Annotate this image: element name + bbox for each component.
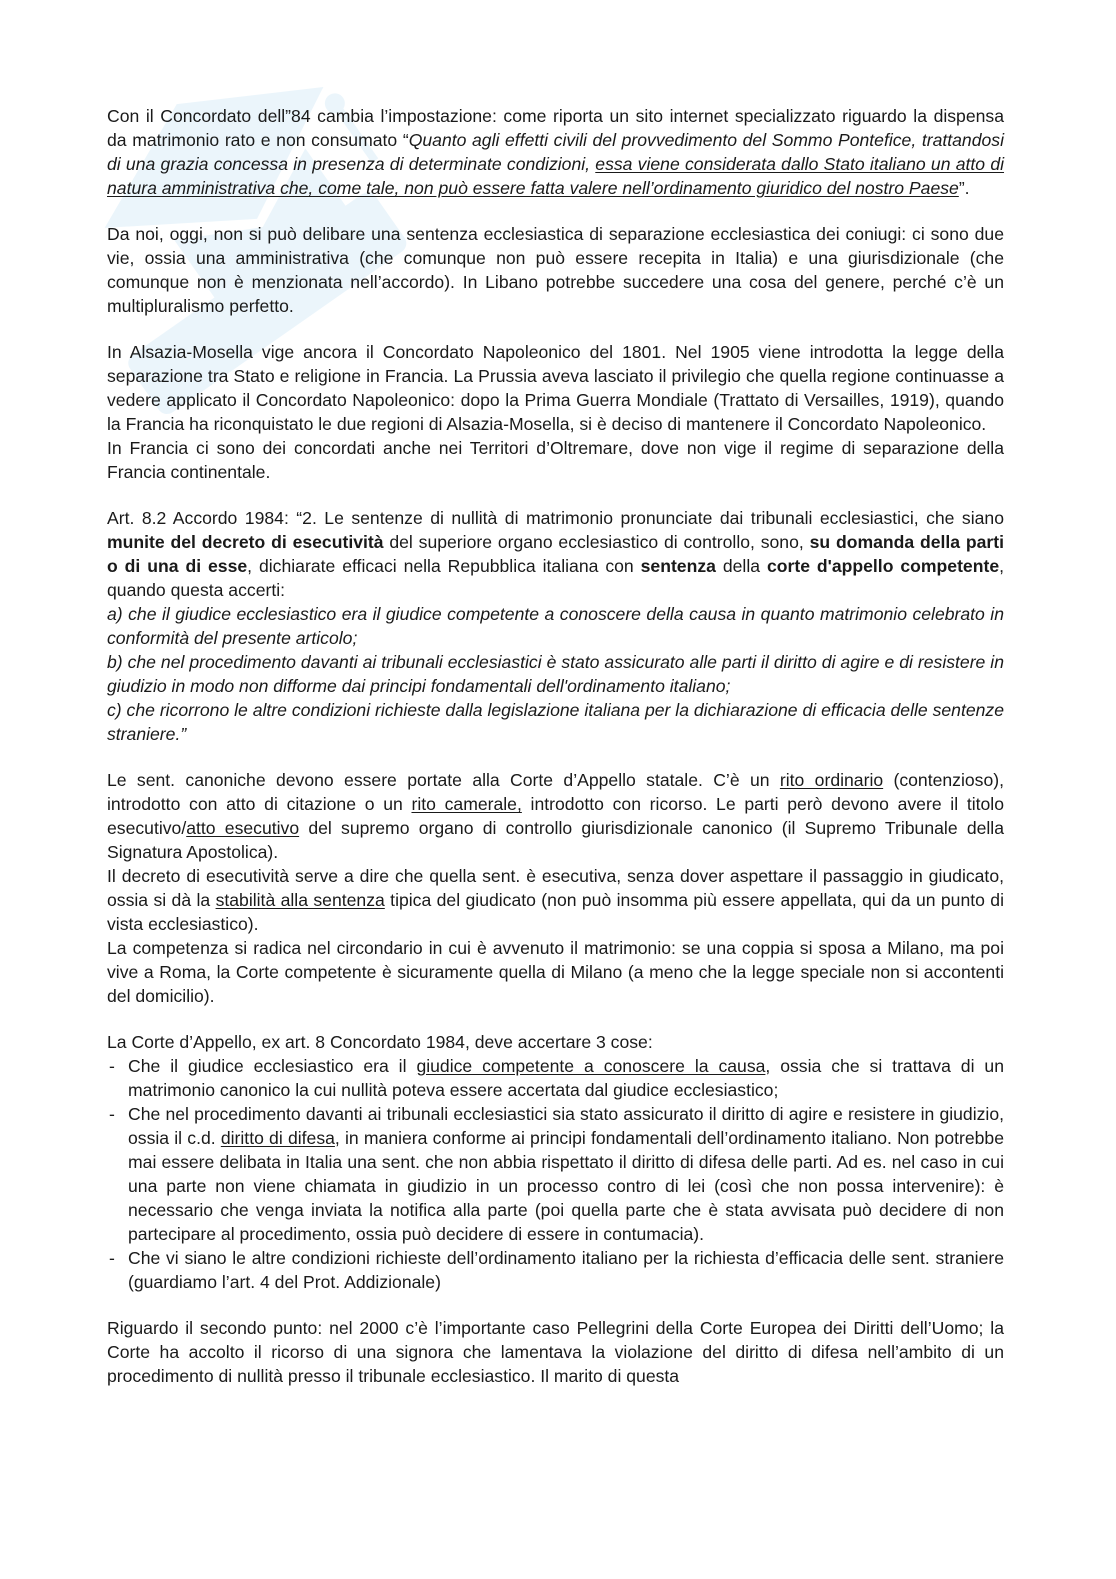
list-intro: La Corte d’Appello, ex art. 8 Concordato 1984, deve accertare 3 cose: bbox=[107, 1032, 653, 1052]
paragraph-pellegrini: Riguardo il secondo punto: nel 2000 c’è l’importante caso Pellegrini della Corte Europea dei Diritti dell’Uomo; la Corte ha accolto il ricorso di una signora che lamentava la violazione del diritto di difesa nell’ambito di un procedimento di nullità presso il tribunale ecclesiastico. Il marito di questa bbox=[107, 1318, 1004, 1386]
corte-appello-list bbox=[107, 1054, 1004, 1294]
article-item-a: a) che il giudice ecclesiastico era il giudice competente a conoscere della causa in quanto matrimonio celebrato in conformità del presente articolo; bbox=[107, 604, 1004, 648]
list-item: - Che il giudice ecclesiastico era il giudice competente a conoscere la causa, ossia che si trattava di un matrimonio canonico la cui nullità poteva essere accertata dal giudice ecclesiastico; bbox=[107, 1054, 1004, 1102]
list-item: - Che vi siano le altre condizioni richieste dell’ordinamento italiano per la richiesta d’efficacia delle sent. straniere (guardiamo l’art. 4 del Prot. Addizionale) bbox=[107, 1246, 1004, 1294]
paragraph-alsazia-mosella: In Alsazia-Mosella vige ancora il Concordato Napoleonico del 1801. Nel 1905 viene introdotta la legge della separazione tra Stato e religione in Francia. La Prussia aveva lasciato il privilegio che quella regione continuasse a vedere applicato il Concordato Napoleonico: dopo la Prima Guerra Mondiale (Trattato di Versailles, 1919), quando la Francia ha riconquistato le due regioni di Alsazia-Mosella, si è deciso di mantenere il Concordato Napoleonico. In Francia ci sono dei concordati anche nei Territori d’Oltremare, dove non vige il regime di separazione della Francia continentale. bbox=[107, 342, 1004, 482]
list-item: - Che nel procedimento davanti ai tribunali ecclesiastici sia stato assicurato il diritto di agire e resistere in giudizio, ossia il c.d. diritto di difesa, in maniera conforme ai principi fondamentali dell’ordinamento italiano. Non potrebbe mai essere delibata in Italia una sent. che non abbia rispettato il diritto di difesa delle parti. Ad es. nel caso in cui una parte non viene chiamata in giudizio in un processo contro di lei (così che non possa intervenire): è necessario che venga inviata la notifica alla parte (poi quella parte che è stata avvisata può decidere di non partecipare al procedimento, ossia può decidere di essere in contumacia). bbox=[107, 1102, 1004, 1246]
paragraph-art-8-2: Art. 8.2 Accordo 1984: “2. Le sentenze di nullità di matrimonio pronunciate dai tribunali ecclesiastici, che siano munite del decreto di esecutività del superiore organo ecclesiastico di controllo, sono, su domanda della parti o di una di esse, dichiarate efficaci nella Repubblica italiana con sentenza della corte d'appello competente, quando questa accerti: a) che il giudice ecclesiastico era il giudice competente a conoscere della causa in quanto matrimonio celebrato in conformità del presente articolo; b) che nel procedimento davanti ai tribunali ecclesiastici è stato assicurato alle parti il diritto di agire e di resistere in giudizio in modo non difforme dai principi fondamentali dell'ordinamento italiano; c) che ricorrono le altre condizioni richieste dalla legislazione italiana per la dichiarazione di efficacia delle sentenze straniere.” bbox=[107, 508, 1005, 744]
article-item-b: b) che nel procedimento davanti ai tribunali ecclesiastici è stato assicurato alle parti il diritto di agire e di resistere in giudizio in modo non difforme dai principi fondamentali dell'ordinamento italiano; bbox=[107, 652, 1004, 696]
paragraph-sentenze-canoniche: Le sent. canoniche devono essere portate alla Corte d’Appello statale. C’è un rito ordinario (contenzioso), introdotto con atto di citazione o un rito camerale, introdotto con ricorso. Le parti però devono avere il titolo esecutivo/atto esecutivo del supremo organo di controllo giurisdizionale canonico (il Supremo Tribunale della Signatura Apostolica). Il decreto di esecutività serve a dire che quella sent. è esecutiva, senza dover aspettare il passaggio in giudicato, ossia si dà la stabilità alla sentenza tipica del giudicato (non può insomma più essere appellata, qui da un punto di vista ecclesiastico). La competenza si radica nel circondario in cui è avvenuto il matrimonio: se una coppia si sposa a Milano, ma poi vive a Roma, la Corte competente è sicuramente quella di Milano (a meno che la legge speciale non si accontenti del domicilio). bbox=[107, 770, 1004, 1006]
paragraph-concordato-84: Con il Concordato dell”84 cambia l’impostazione: come riporta un sito internet specializzato riguardo la dispensa da matrimonio rato e non consumato “Quanto agli effetti civili del provvedimento del Sommo Pontefice, trattandosi di una grazia concessa in presenza di determinate condizioni, essa viene considerata dallo Stato italiano un atto di natura amministrativa che, come tale, non può essere fatta valere nell’ordinamento giuridico del nostro Paese”. bbox=[107, 106, 1005, 198]
paragraph-separazione: Da noi, oggi, non si può delibare una sentenza ecclesiastica di separazione ecclesiastica dei coniugi: ci sono due vie, ossia una amministrativa (che comunque non può essere recepita in Italia) e una giurisdizionale (che comunque non è menzionata nell’accordo). In Libano potrebbe succedere una cosa del genere, perché c’è un multipluralismo perfetto. bbox=[107, 224, 1004, 316]
article-item-c: c) che ricorrono le altre condizioni richieste dalla legislazione italiana per la dichiarazione di efficacia delle sentenze straniere.” bbox=[107, 700, 1004, 744]
document-page bbox=[107, 104, 1004, 1410]
